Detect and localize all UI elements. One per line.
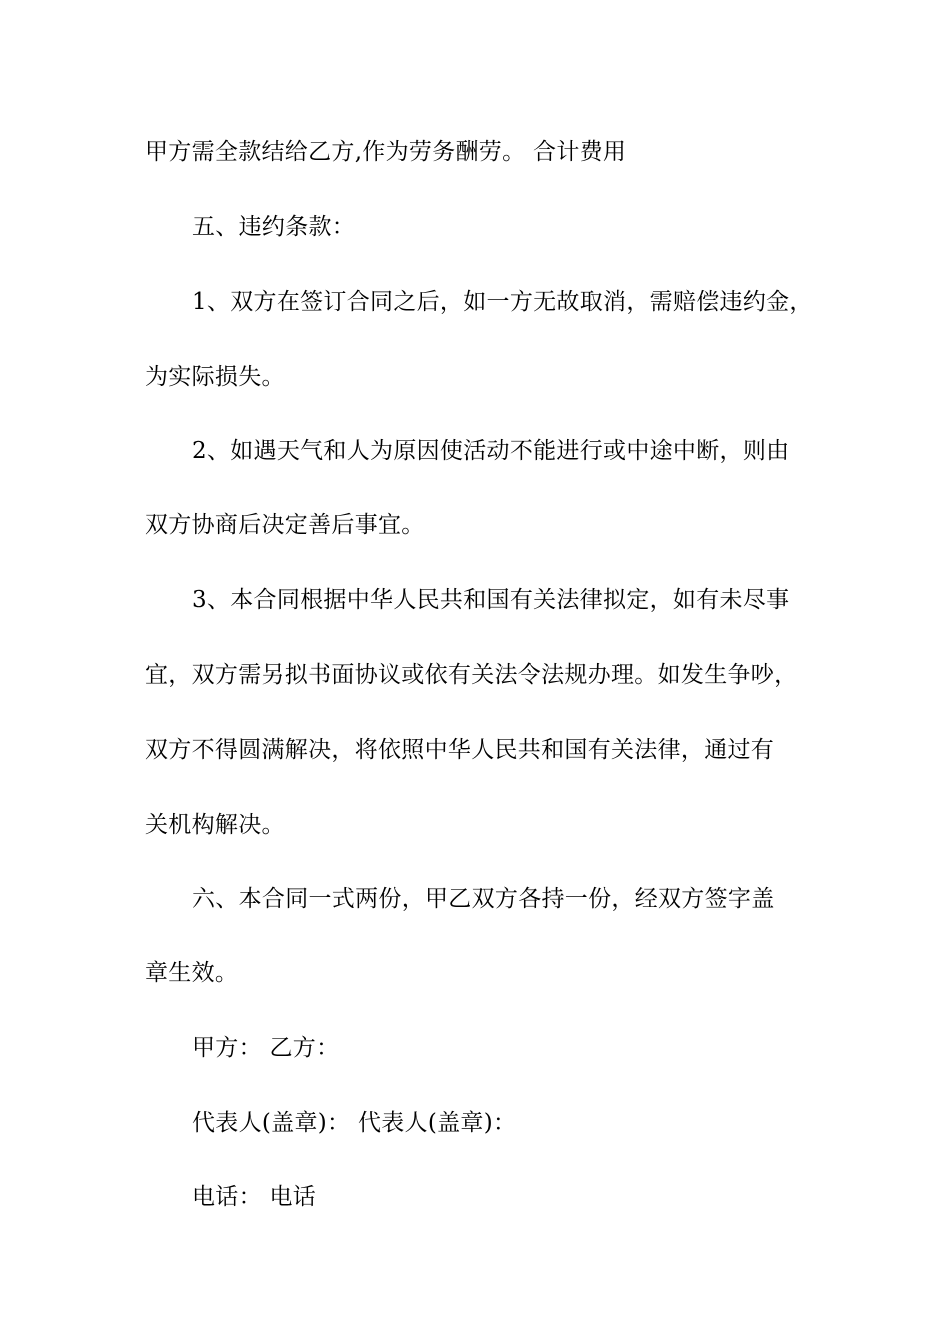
clause-2-line-1: 2、如遇天气和人为原因使活动不能进行或中途中断，则由	[192, 438, 790, 464]
section-five-heading: 五、违约条款：	[192, 214, 356, 240]
clause-1-line-1: 1、双方在签订合同之后，如一方无故取消，需赔偿违约金，	[192, 289, 813, 315]
payment-clause-line: 甲方需全款结给乙方,作为劳务酬劳。 合计费用	[145, 139, 627, 165]
phone-labels: 电话： 电话	[192, 1184, 317, 1210]
clause-3-line-2: 宜，双方需另拟书面协议或依有关法令法规办理。如发生争吵，	[145, 662, 798, 688]
party-labels: 甲方： 乙方：	[192, 1035, 340, 1061]
clause-3-line-4: 关机构解决。	[145, 812, 285, 838]
section-six-line-2: 章生效。	[145, 960, 239, 986]
clause-3-line-3: 双方不得圆满解决，将依照中华人民共和国有关法律，通过有	[145, 737, 775, 763]
representative-labels: 代表人(盖章)： 代表人(盖章)：	[192, 1110, 517, 1136]
clause-1-line-2: 为实际损失。	[145, 364, 285, 390]
clause-2-line-2: 双方协商后决定善后事宜。	[145, 512, 425, 538]
clause-3-line-1: 3、本合同根据中华人民共和国有关法律拟定，如有未尽事	[192, 587, 790, 613]
section-six-line-1: 六、本合同一式两份，甲乙双方各持一份，经双方签字盖	[192, 886, 775, 912]
